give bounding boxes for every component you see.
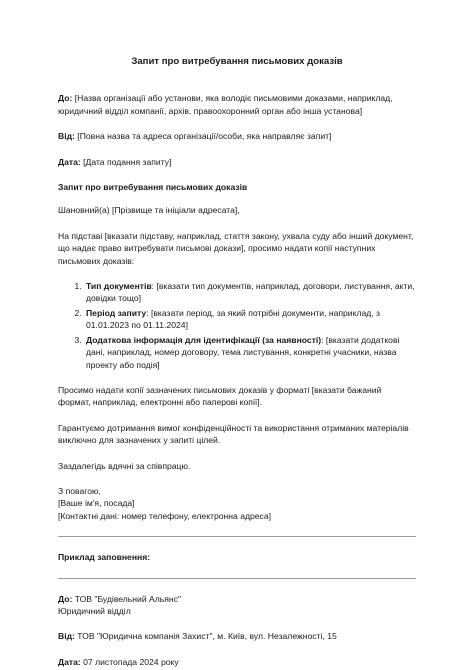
- example-from-label: Від:: [58, 631, 75, 642]
- greeting: Шановний(а) [Прізвище та ініціали адресата],: [58, 205, 240, 216]
- list-item: [84, 307, 416, 332]
- intro-paragraph: На підставі [вказати підставу, наприклад, стаття закону, ухвала суду або інший документ, що надає право витребувати письмові докази], просимо надати копії наступних письмових доказів:: [58, 230, 414, 266]
- to-paragraph: [58, 92, 416, 117]
- example-date-label: Дата:: [58, 656, 81, 667]
- closing-block: [58, 485, 416, 522]
- date-text: [Дата подання запиту]: [80, 156, 172, 167]
- example-to-department: Юридичний відділ: [58, 605, 131, 616]
- example-from-paragraph: [58, 630, 416, 642]
- to-label: До:: [58, 93, 73, 104]
- example-heading: Приклад заповнення:: [58, 552, 151, 563]
- closing-name: [Ваше ім'я, посада]: [58, 498, 135, 509]
- closing-regards: З повагою,: [58, 485, 101, 496]
- list-item-text: : [вказати період, за який потрібні документи, наприклад, з 01.01.2023 по 01.11.2024]: [86, 307, 380, 331]
- guarantee-paragraph: Гарантуємо дотримання вимог конфіденційності та використання отриманих матеріалів виключно для зазначених у запиті цілей.: [58, 422, 409, 446]
- date-label: Дата:: [58, 156, 81, 167]
- to-text: [Назва організації або установи, яка володіє письмовими доказами, наприклад, юридичний відділ компанії, архів, правоохоронний орган або інша установа]: [58, 93, 393, 116]
- example-to-paragraph: [58, 593, 416, 618]
- example-to-label: До:: [58, 593, 73, 604]
- list-item: [84, 280, 416, 305]
- example-date-text: 07 листопада 2024 року: [80, 656, 179, 667]
- list-item: [84, 334, 416, 371]
- from-text: [Повна назва та адреса організації/особи, яка направляє запит]: [74, 131, 332, 142]
- document-title: Запит про витребування письмових доказів: [131, 56, 343, 67]
- divider: [58, 536, 416, 537]
- thanks-paragraph: Заздалегідь вдячні за співпрацю.: [58, 460, 191, 471]
- list-item-text: : [вказати додаткові дані, наприклад, номер договору, тема листування, конкретні учасники, назва проекту або подія]: [86, 334, 400, 370]
- list-item-label: Тип документів: [86, 281, 152, 292]
- from-label: Від:: [58, 131, 75, 142]
- example-to-text: ТОВ "Будівельний Альянс": [72, 593, 181, 604]
- subject-heading: Запит про витребування письмових доказів: [58, 182, 248, 193]
- divider: [58, 578, 416, 579]
- format-request-paragraph: Просимо надати копії зазначених письмових доказів у форматі [вказати бажаний формат, наприклад, електронні або паперові копії].: [58, 384, 382, 408]
- list-item-label: Період запиту: [86, 307, 147, 318]
- list-item-text: : [вказати тип документів, наприклад, договори, листування, акти, довідки тощо]: [86, 281, 415, 304]
- from-paragraph: [58, 130, 416, 142]
- requested-items-list: [58, 280, 416, 371]
- date-paragraph: [58, 156, 416, 168]
- closing-contacts: [Контактні дані: номер телефону, електронна адреса]: [58, 510, 272, 521]
- example-date-paragraph: [58, 656, 416, 668]
- list-item-label: Додаткова інформація для ідентифікації (за наявності): [86, 334, 322, 345]
- example-from-text: ТОВ "Юридична компанія Захист", м. Київ, вул. Незалежності, 15: [74, 631, 337, 642]
